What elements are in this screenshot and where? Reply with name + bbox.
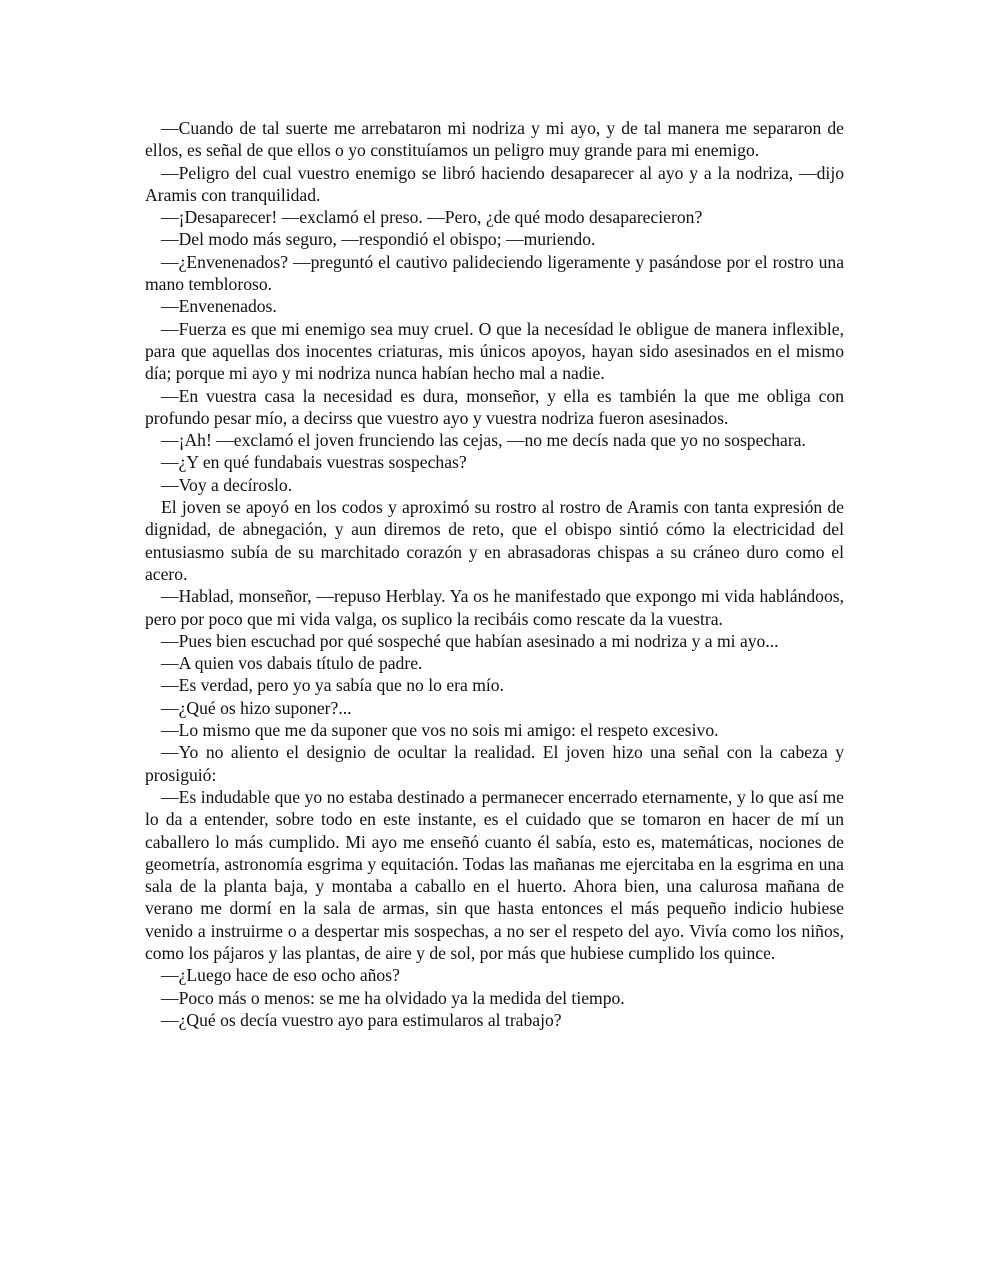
paragraph: —Es indudable que yo no estaba destinado a permanecer encerrado eternamente, y lo que así me lo da a entender, sobre todo en este instante, es el cuidado que se tomaron en hacer de mí un caballero lo más cumplido. Mi ayo me enseñó cuanto él sabía, esto es, matemáticas, nociones de geometría, astronomía esgrima y equitación. Todas las mañanas me ejercitaba en la esgrima en una sala de la planta baja, y montaba a caballo en el huerto. Ahora bien, una calurosa mañana de verano me dormí en la sala de armas, sin que hasta entonces el más pequeño indicio hubiese venido a instruirme o a despertar mis sospechas, a no ser el respeto del ayo. Vivía como los niños, como los pájaros y las plantas, de aire y de sol, por más que hubiese cumplido los quince. <box>145 786 844 963</box>
paragraph: —Yo no aliento el designio de ocultar la realidad. El joven hizo una señal con la cabeza y prosiguió: <box>145 742 844 785</box>
paragraph: —Poco más o menos: se me ha olvidado ya la medida del tiempo. <box>161 987 625 1008</box>
paragraph: —Hablad, monseñor, —repuso Herblay. Ya os he manifestado que expongo mi vida hablándoos, pero por poco que mi vida valga, os suplico la recibáis como rescate da la vuestra. <box>145 586 844 629</box>
paragraph: —¿Qué os hizo suponer?... <box>161 697 352 718</box>
paragraph: —Fuerza es que mi enemigo sea muy cruel. O que la necesídad le obligue de manera inflexible, para que aquellas dos inocentes criaturas, mis únicos apoyos, hayan sido asesinados en el mismo día; porque mi ayo y mi nodriza nunca habían hecho mal a nadie. <box>145 318 844 384</box>
paragraph: —Pues bien escuchad por qué sospeché que habían asesinado a mi nodriza y a mi ayo... <box>161 630 779 651</box>
paragraph: —A quien vos dabais título de padre. <box>161 653 423 674</box>
paragraph: —Lo mismo que me da suponer que vos no sois mi amigo: el respeto excesivo. <box>161 720 719 741</box>
paragraph: —Es verdad, pero yo ya sabía que no lo era mío. <box>161 675 504 696</box>
paragraph: —¿Y en qué fundabais vuestras sospechas? <box>161 452 467 473</box>
paragraph: —¡Ah! —exclamó el joven frunciendo las cejas, —no me decís nada que yo no sospechara. <box>161 430 806 451</box>
paragraph: —Peligro del cual vuestro enemigo se libró haciendo desaparecer al ayo y a la nodriza, —dijo Aramis con tranquilidad. <box>145 162 844 205</box>
document-page <box>145 117 844 1031</box>
paragraph: —¿Envenenados? —preguntó el cautivo palideciendo ligeramente y pasándose por el rostro una mano tembloroso. <box>145 251 844 295</box>
paragraph: —En vuestra casa la necesidad es dura, monseñor, y ella es también la que me obliga con profundo pesar mío, a decirss que vuestro ayo y vuestra nodriza fueron asesinados. <box>145 385 844 428</box>
paragraph: —¿Qué os decía vuestro ayo para estimularos al trabajo? <box>161 1009 562 1030</box>
paragraph: El joven se apoyó en los codos y aproximó su rostro al rostro de Aramis con tanta expresión de dignidad, de abnegación, y aun diremos de reto, que el obispo sintió cómo la electricidad del entusiasmo subía de su marchitado corazón y en abrasadoras chispas a su cráneo duro como el acero. <box>145 497 844 584</box>
paragraph: —¡Desaparecer! —exclamó el preso. —Pero, ¿de qué modo desaparecieron? <box>161 207 703 228</box>
paragraph: —Voy a decíroslo. <box>161 474 293 495</box>
paragraph: —Del modo más seguro, —respondió el obispo; —muriendo. <box>161 229 596 250</box>
paragraph: —¿Luego hace de eso ocho años? <box>161 965 400 986</box>
paragraph: —Cuando de tal suerte me arrebataron mi nodriza y mi ayo, y de tal manera me separaron de ellos, es señal de que ellos o yo constituíamos un peligro muy grande para mi enemigo. <box>145 118 844 161</box>
paragraph: —Envenenados. <box>161 296 277 317</box>
